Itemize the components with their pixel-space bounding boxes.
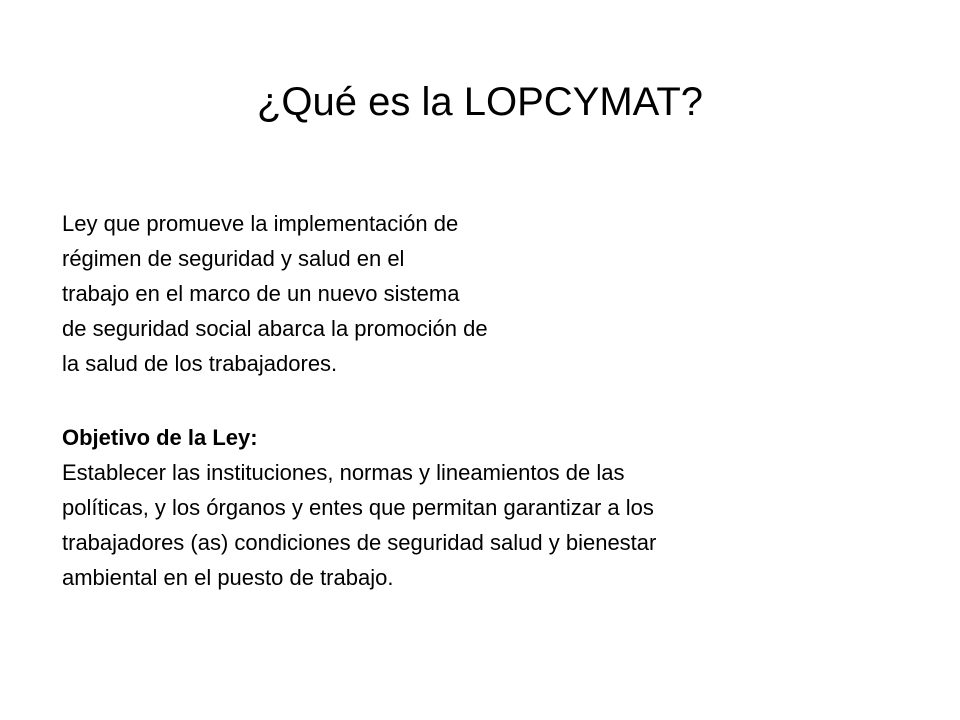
objective-heading: Objetivo de la Ley:	[62, 425, 258, 450]
objective-line: Establecer las instituciones, normas y lineamientos de las	[62, 460, 625, 485]
intro-line: régimen de seguridad y salud en el	[62, 246, 405, 271]
objective-section	[62, 420, 922, 595]
intro-line: trabajo en el marco de un nuevo sistema	[62, 281, 460, 306]
objective-line: políticas, y los órganos y entes que permitan garantizar a los	[62, 495, 654, 520]
intro-line: la salud de los trabajadores.	[62, 351, 338, 376]
slide-title: ¿Qué es la LOPCYMAT?	[256, 80, 704, 124]
intro-paragraph	[62, 206, 922, 381]
intro-line: de seguridad social abarca la promoción de	[62, 316, 488, 341]
objective-line: ambiental en el puesto de trabajo.	[62, 565, 394, 590]
intro-line: Ley que promueve la implementación de	[62, 211, 459, 236]
objective-line: trabajadores (as) condiciones de seguridad salud y bienestar	[62, 530, 657, 555]
